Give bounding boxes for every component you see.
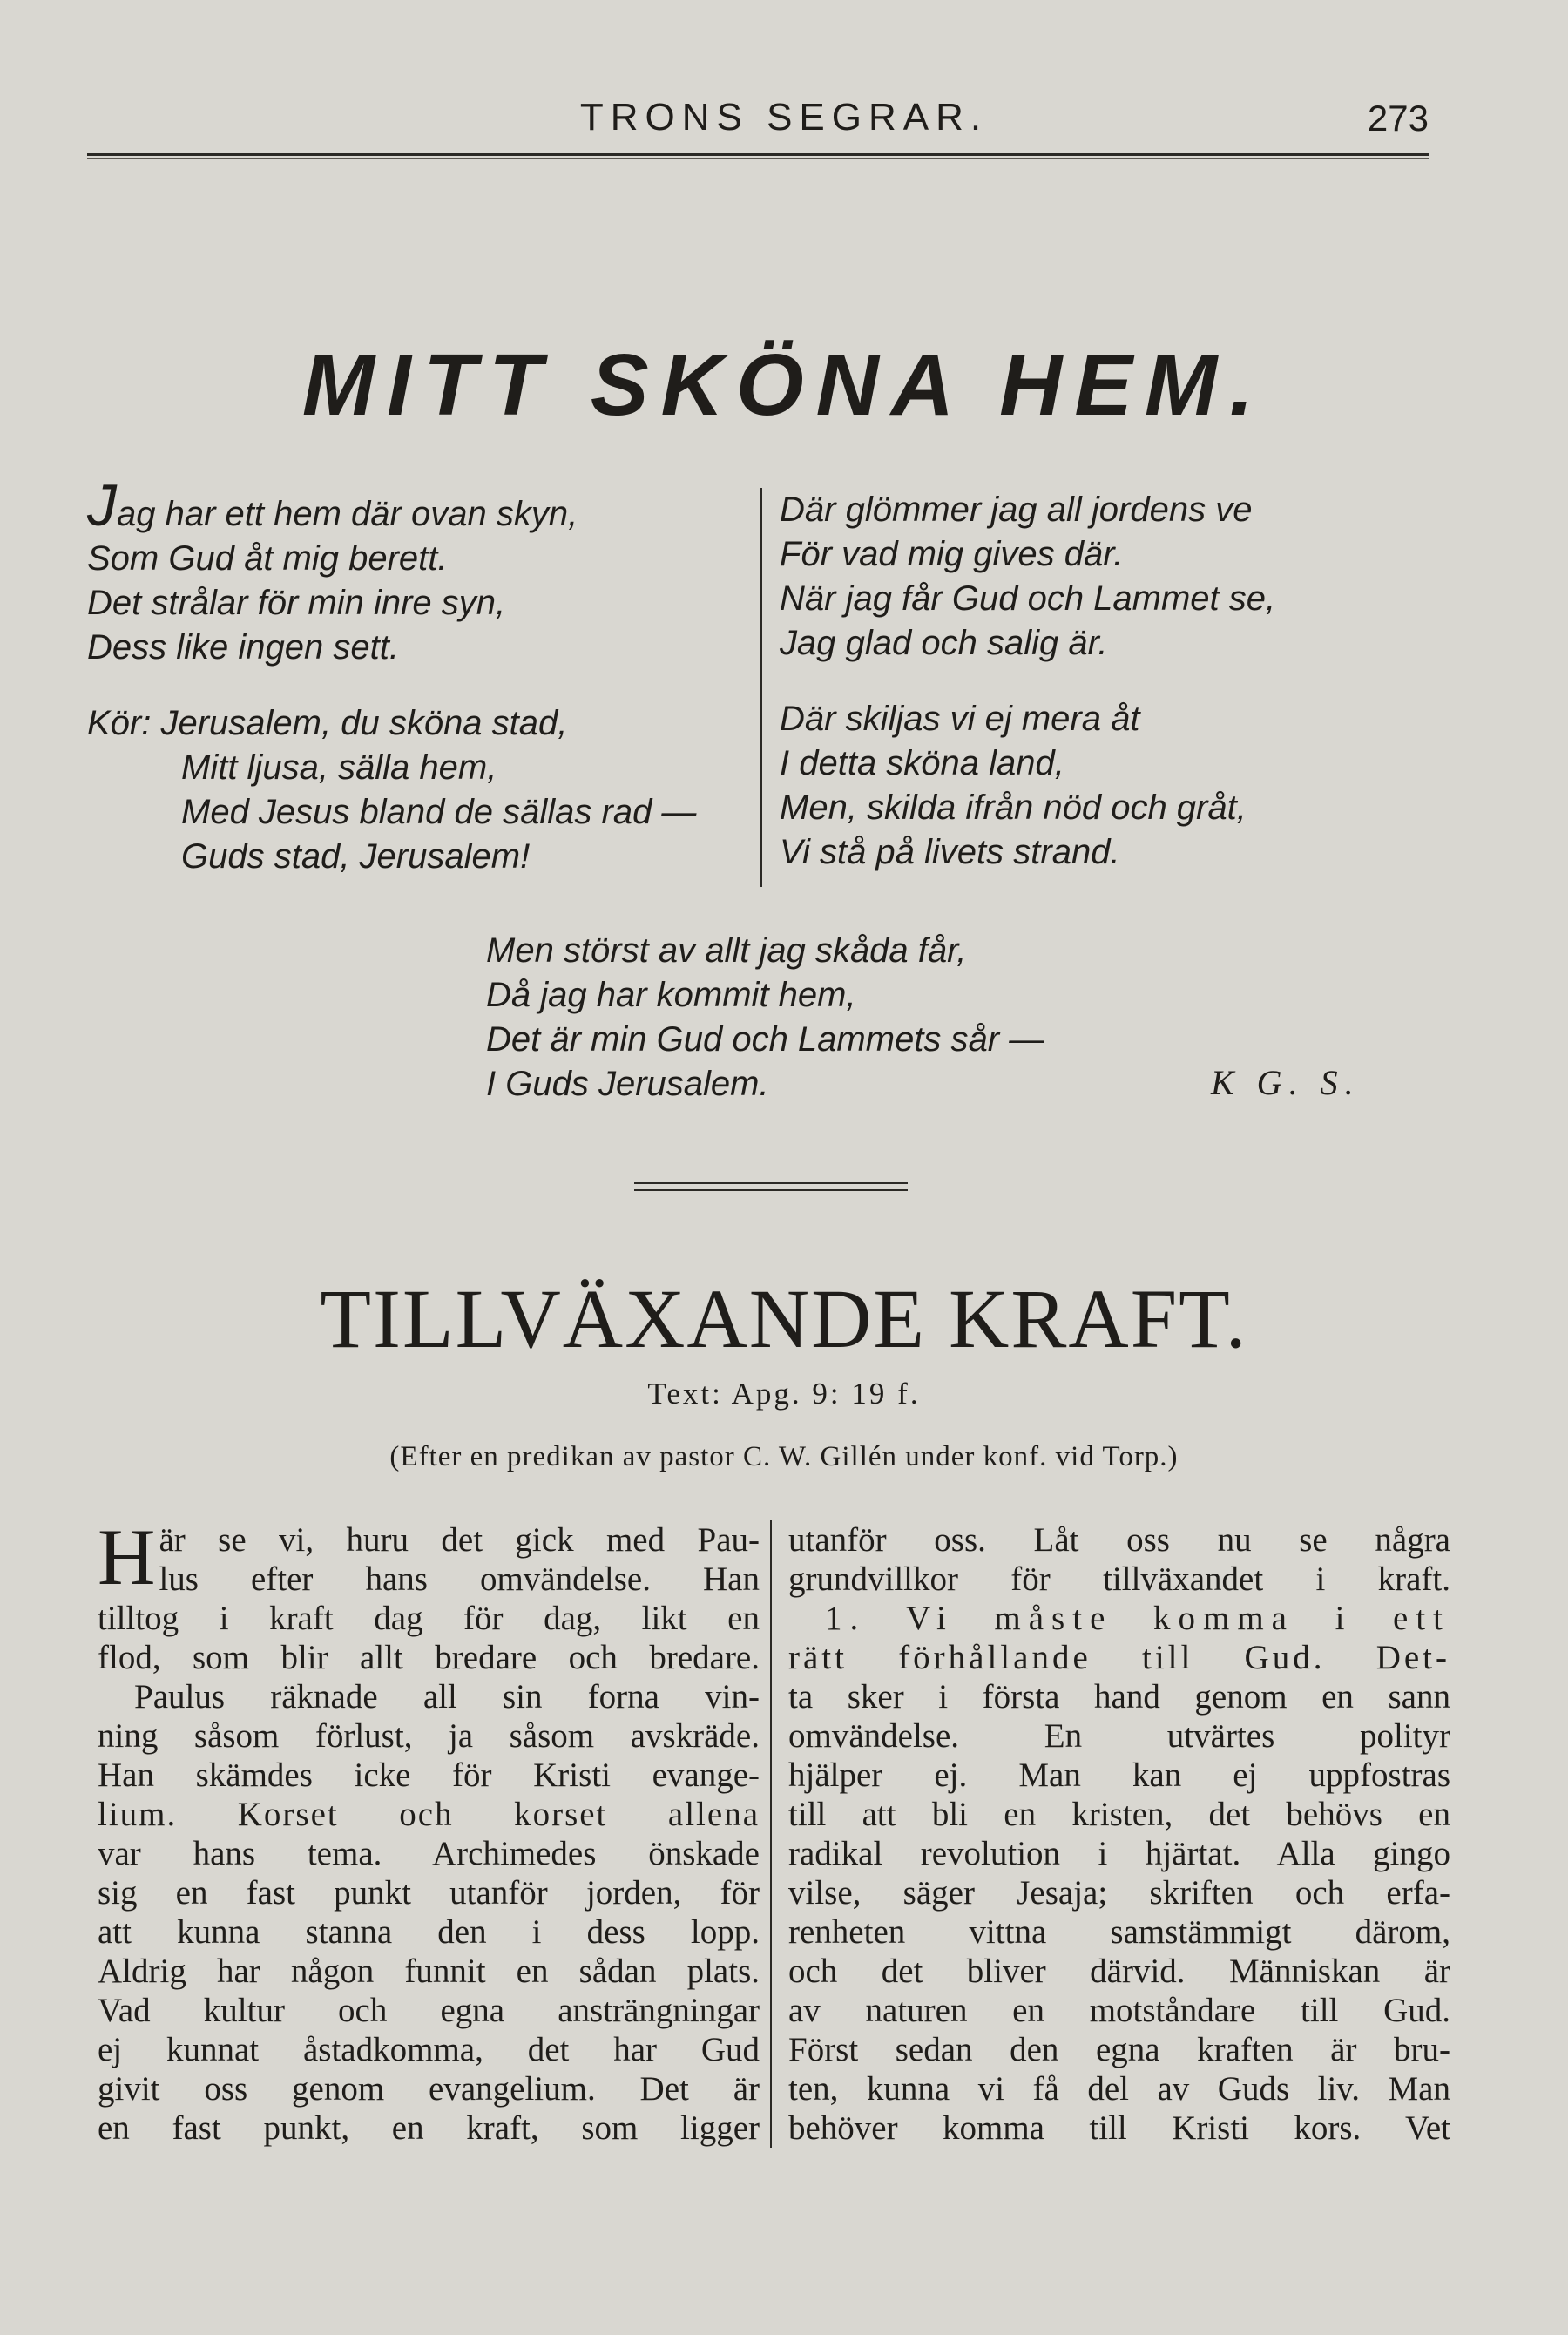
text-line: Han skämdes icke för Kristi evange-	[98, 1756, 760, 1794]
article-title: TILLVÄXANDE KRAFT.	[320, 1272, 1248, 1365]
text-line: omvändelse. En utvärtes polityr	[788, 1717, 1450, 1755]
text-line: ej kunnat åstadkomma, det har Gud	[98, 2031, 760, 2068]
running-header	[0, 96, 1568, 148]
poem-line: För vad mig gives där.	[780, 535, 1124, 573]
text-line: tilltog i kraft dag för dag, likt en	[98, 1600, 760, 1637]
chorus-line: Mitt ljusa, sälla hem,	[181, 748, 497, 787]
poem-line: Det är min Gud och Lammets sår —	[486, 1020, 1044, 1059]
article-right-column	[788, 1520, 1450, 2148]
poem-line: Jag har ett hem där ovan skyn,	[87, 472, 578, 538]
text-line: vilse, säger Jesaja; skriften och erfa-	[788, 1874, 1450, 1912]
text-line: var hans tema. Archimedes önskade	[98, 1835, 760, 1872]
text-line: utanför oss. Låt oss nu se några	[788, 1521, 1450, 1559]
header-rule	[87, 153, 1429, 156]
header-rule-thin	[87, 158, 1429, 159]
section-divider-lower	[634, 1189, 908, 1191]
text-line: hjälper ej. Man kan ej uppfostras	[788, 1756, 1450, 1794]
journal-title: TRONS SEGRAR.	[579, 96, 989, 139]
section-divider	[634, 1182, 908, 1184]
poem-right-column	[780, 488, 1442, 875]
text-line: ten, kunna vi få del av Guds liv. Man	[788, 2070, 1450, 2108]
poem-line: Där glömmer jag all jordens ve	[780, 491, 1253, 529]
poem-line: När jag får Gud och Lammet se,	[780, 579, 1276, 618]
poem-line: I detta sköna land,	[780, 744, 1064, 782]
text-line: Paulus räknade all sin forna vin-	[134, 1678, 760, 1716]
text-line: Aldrig har någon funnit en sådan plats.	[98, 1953, 760, 1990]
poem-final-stanza	[486, 929, 1183, 1107]
text-line: flod, som blir allt bredare och bredare.	[98, 1639, 760, 1676]
text-line: givit oss genom evangelium. Det är	[98, 2070, 760, 2108]
poem-author: K G. S.	[1211, 1063, 1361, 1102]
poem-line: Dess like ingen sett.	[87, 628, 399, 667]
poem-title: MITT SKÖNA HEM.	[301, 336, 1267, 434]
poem-line: Där skiljas vi ej mera åt	[780, 700, 1140, 738]
text-line: behöver komma till Kristi kors. Vet	[788, 2109, 1450, 2147]
text-line: ta sker i första hand genom en sann	[788, 1678, 1450, 1716]
text-line: en fast punkt, en kraft, som ligger	[98, 2109, 760, 2147]
poem-line: Då jag har kommit hem,	[486, 976, 856, 1014]
text-line: sig en fast punkt utanför jorden, för	[98, 1874, 760, 1912]
text-line: är se vi, huru det gick med Pau-	[159, 1521, 760, 1559]
text-line: renheten vittna samstämmigt därom,	[788, 1913, 1450, 1951]
text-line: grundvillkor för tillväxandet i kraft.	[788, 1560, 1450, 1598]
article-left-column	[98, 1513, 760, 2148]
poem-line: Det strålar för min inre syn,	[87, 584, 506, 622]
text-line: lus efter hans omvändelse. Han	[159, 1560, 760, 1598]
text-line: och det bliver därvid. Människan är	[788, 1953, 1450, 1990]
poem-line: Jag glad och salig är.	[780, 624, 1108, 662]
poem-line: Men störst av allt jag skåda får,	[486, 931, 967, 970]
text-line: att kunna stanna den i dess lopp.	[98, 1913, 760, 1951]
text-line: radikal revolution i hjärtat. Alla gingo	[788, 1835, 1450, 1872]
text-line: ning såsom förlust, ja såsom avskräde.	[98, 1717, 760, 1755]
text-line: till att bli en kristen, det behövs en	[788, 1796, 1450, 1833]
article-text-reference: Text: Apg. 9: 19 f.	[647, 1377, 921, 1411]
poem-line: Vi stå på livets strand.	[780, 833, 1120, 871]
poem-line: Som Gud åt mig berett.	[87, 539, 448, 578]
chorus-line: Guds stad, Jerusalem!	[181, 837, 531, 876]
article-column-divider	[770, 1520, 772, 2148]
text-line: rätt förhållande till Gud. Det-	[788, 1639, 1450, 1676]
article-subtitle: (Efter en predikan av pastor C. W. Gillén under konf. vid Torp.)	[389, 1441, 1179, 1472]
chorus-line: Med Jesus bland de sällas rad —	[181, 793, 697, 831]
page-number: 273	[1367, 98, 1429, 139]
drop-initial: J	[87, 472, 117, 538]
chorus-line: Kör: Jerusalem, du sköna stad,	[87, 704, 568, 742]
text-line: av naturen en motståndare till Gud.	[788, 1992, 1450, 2029]
text-line: 1. Vi måste komma i ett	[825, 1600, 1450, 1637]
drop-initial: H	[98, 1513, 156, 1601]
text-line: lium. Korset och korset allena	[98, 1796, 760, 1833]
text-line: Först sedan den egna kraften är bru-	[788, 2031, 1450, 2068]
poem-column-divider	[760, 488, 762, 887]
poem-line: I Guds Jerusalem.	[486, 1065, 769, 1103]
text-line: Vad kultur och egna ansträngningar	[98, 1992, 760, 2029]
poem-left-column	[87, 472, 749, 879]
poem-line: Men, skilda ifrån nöd och gråt,	[780, 788, 1247, 827]
